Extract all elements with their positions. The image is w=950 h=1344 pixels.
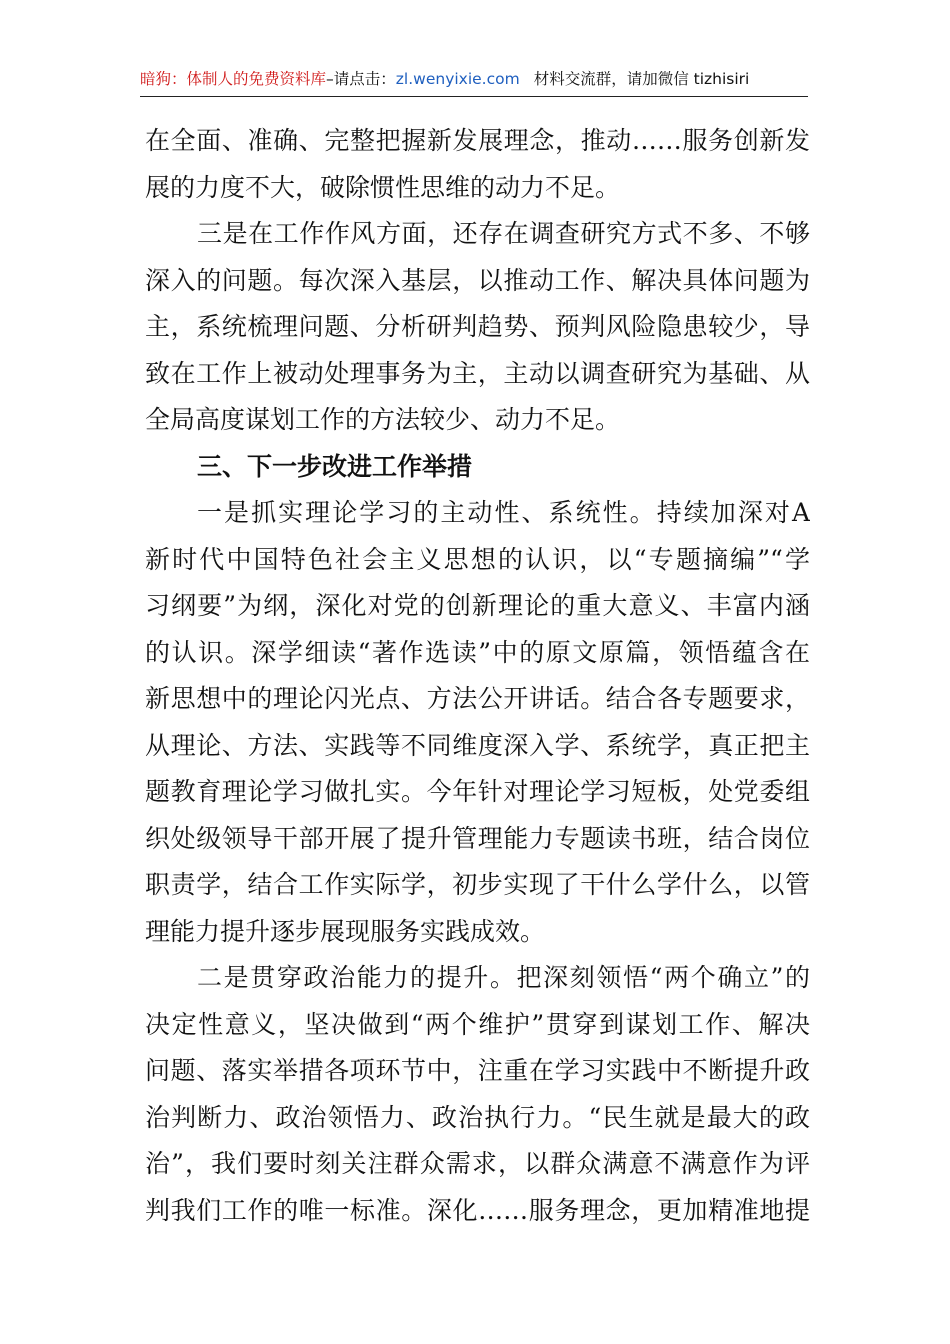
paragraph-line: 治”，我们要时刻关注群众需求，以群众满意不满意作为评 [145, 1149, 810, 1178]
paragraph-line: 从理论、方法、实践等不同维度深入学、系统学，真正把主 [145, 730, 810, 760]
paragraph-line: 二是贯穿政治能力的提升。把深刻领悟“两个确立”的 [197, 963, 810, 992]
paragraph-line: 问题、落实举措各项环节中，注重在学习实践中不断提升政 [145, 1056, 810, 1085]
paragraph-line: 致在工作上被动处理事务为主，主动以调查研究为基础、从 [145, 358, 810, 388]
paragraph-line: 决定性意义，坚决做到“两个维护”贯穿到谋划工作、解决 [145, 1009, 810, 1039]
page-header [140, 62, 808, 97]
paragraph-line: 展的力度不大，破除惯性思维的动力不足。 [145, 172, 621, 202]
paragraph-line: 题教育理论学习做扎实。今年针对理论学习短板，处党委组 [145, 777, 810, 806]
paragraph-line: 新时代中国特色社会主义思想的认识，以“专题摘编”“学 [145, 544, 810, 574]
section-heading: 三、下一步改进工作举措 [197, 451, 473, 481]
paragraph-line: 职责学，结合工作实际学，初步实现了干什么学什么，以管 [145, 870, 810, 899]
header-url-link[interactable]: zl.wenyixie.com [395, 70, 520, 88]
paragraph-line: 三是在工作作风方面，还存在调查研究方式不多、不够 [197, 219, 810, 248]
paragraph-line: 主，系统梳理问题、分析研判趋势、预判风险隐患较少，导 [145, 312, 810, 341]
paragraph-line: 新思想中的理论闪光点、方法公开讲话。结合各专题要求， [145, 684, 810, 713]
paragraph-line: 理能力提升逐步展现服务实践成效。 [145, 916, 546, 946]
header-brand: 暗狗：体制人的免费资料库 [140, 70, 327, 88]
paragraph-line: 习纲要”为纲，深化对党的创新理论的重大意义、丰富内涵 [145, 591, 810, 620]
paragraph-line: 深入的问题。每次深入基层，以推动工作、解决具体问题为 [145, 265, 810, 295]
paragraph-line: 一是抓实理论学习的主动性、系统性。持续加深对A [197, 498, 810, 527]
paragraph-line: 判我们工作的唯一标准。深化……服务理念，更加精准地提 [145, 1195, 810, 1225]
paragraph-line: 织处级领导干部开展了提升管理能力专题读书班，结合岗位 [145, 823, 810, 853]
paragraph-line: 治判断力、政治领悟力、政治执行力。“民生就是最大的政 [145, 1102, 810, 1132]
document-body [145, 118, 810, 1234]
paragraph-line: 全局高度谋划工作的方法较少、动力不足。 [145, 405, 621, 434]
header-prompt: –请点击： [326, 70, 396, 88]
paragraph-line: 的认识。深学细读“著作选读”中的原文原篇，领悟蕴含在 [145, 637, 810, 667]
header-note: 材料交流群，请加微信 tizhisiri [533, 70, 750, 88]
paragraph-line: 在全面、准确、完整把握新发展理念，推动……服务创新发 [145, 126, 810, 155]
